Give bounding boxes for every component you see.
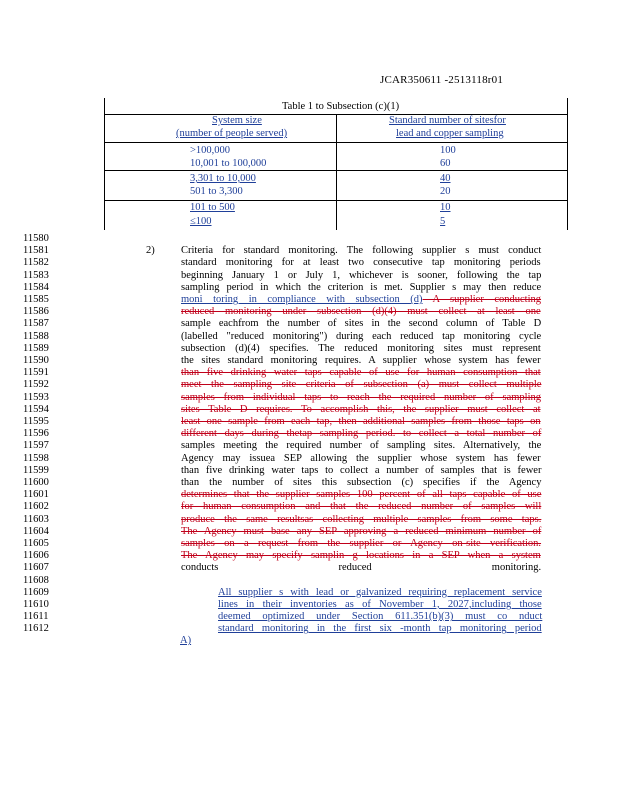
text-line: [181, 404, 541, 416]
text-line: [181, 550, 541, 562]
line-number: 11588: [23, 330, 49, 342]
line-number: 11594: [23, 403, 49, 415]
deleted-text: different days during thetap sampling period. to collect a total number of: [181, 428, 542, 440]
body-text: than five drinking water taps to collect a number of samples that is fewer: [181, 464, 542, 476]
line-number: 11612: [23, 623, 49, 635]
table-cell-size: 10,001 to 100,000: [190, 158, 267, 169]
deleted-text: samples from individual taps to reach the required number of sampling: [181, 391, 542, 403]
inserted-text: lines in their inventories as of November 1, 2027,including those: [218, 599, 542, 610]
text-line: [181, 282, 541, 294]
inserted-text: standard monitoring in the first six -month tap monitoring period: [218, 623, 542, 635]
deleted-text: for human consumption and that the reduced number of samples will: [181, 501, 542, 513]
deleted-text: produce the same resultsas collecting multiple samples from some taps.: [181, 513, 542, 525]
text-line: [218, 587, 542, 599]
table-cell-size: >100,000: [190, 145, 231, 156]
text-line: [218, 623, 542, 635]
table-border-left: [104, 98, 105, 230]
deleted-text: least one sample from each tap, then additional samples from those taps on: [181, 416, 541, 427]
line-number: 11605: [23, 538, 49, 549]
line-number: 11611: [23, 611, 49, 623]
deleted-text: meet the sampling site criteria of subsection (a) must collect multiple: [181, 379, 542, 391]
line-number: 11603: [23, 513, 49, 525]
text-line: [181, 379, 541, 391]
inserted-text: All supplier s with lead or galvanized requiring replacement service: [218, 586, 542, 598]
body-text: Agency may issuea SEP allowing the supplier whose system has fewer: [181, 452, 541, 464]
line-number: 11587: [23, 318, 49, 330]
line-number: 11582: [23, 257, 49, 269]
line-number: 11593: [23, 391, 49, 403]
line-number: 11609: [23, 586, 49, 598]
table-cell-size: 3,301 to 10,000: [190, 173, 256, 184]
deleted-text: samples on a request from the supplier or Agency on-site verification.: [181, 538, 542, 549]
line-number: 11608: [23, 574, 49, 586]
table-cell-sites: 10: [440, 202, 451, 213]
text-line: [181, 294, 541, 306]
col1-header-line2: (number of people served): [176, 128, 288, 139]
col2-header-line1: Standard number of sitesfor: [389, 115, 506, 126]
line-number: 11598: [23, 452, 49, 464]
line-number: 11580: [23, 233, 49, 244]
line-number: 11590: [23, 355, 49, 366]
text-line: [181, 318, 541, 330]
text-line: [181, 526, 541, 538]
inserted-text: moni toring in compliance with subsection (d): [181, 294, 423, 305]
text-line: [181, 245, 541, 257]
text-line: [181, 343, 541, 355]
text-line: [181, 306, 541, 318]
line-number: 11592: [23, 379, 49, 391]
text-line: [181, 440, 541, 452]
body-text: sampling period in which the criterion is met. Supplier s may then reduce: [181, 281, 542, 293]
line-number: 11602: [23, 501, 49, 513]
body-text: the sites standard monitoring requires. A supplier whose system has fewer: [181, 355, 541, 366]
document-id: JCAR350611 -2513118r01: [380, 74, 504, 86]
table-cell-sites: 20: [440, 186, 451, 197]
table-cell-sites: 100: [440, 145, 456, 156]
line-number: 11601: [23, 489, 49, 501]
text-line: [181, 416, 541, 428]
line-number: 11606: [23, 550, 49, 562]
body-text: Criteria for standard monitoring. The following supplier s must conduct: [181, 245, 542, 257]
body-text: (labelled "reduced monitoring") during each reduced tap monitoring cycle: [181, 330, 542, 342]
deleted-text: A supplier conducting: [422, 294, 542, 305]
deleted-text: The Agency must base any SEP approving a reduced minimum number of: [181, 525, 542, 537]
line-number: 11596: [23, 428, 49, 440]
inserted-text: deemed optimized under Section 611.351(b)(3) must co nduct: [218, 611, 543, 623]
table-rule: [104, 200, 568, 201]
table-rule: [104, 142, 568, 143]
line-number: 11589: [23, 342, 49, 354]
deleted-text: The Agency may specify samplin g locations in a SEP when a system: [181, 550, 541, 562]
text-line: [181, 392, 541, 404]
paragraph-2-marker: 2): [146, 245, 155, 256]
table-cell-sites: 40: [440, 173, 451, 184]
table-title: Table 1 to Subsection (c)(1): [282, 101, 400, 112]
line-number: 11585: [23, 294, 49, 305]
line-number: 11607: [23, 562, 49, 574]
line-number: 11591: [23, 367, 49, 379]
table-cell-size: ≤100: [190, 216, 212, 227]
text-line: [181, 367, 541, 379]
text-line: [181, 453, 541, 465]
col1-header-line1: System size: [212, 115, 262, 126]
line-number: 11604: [23, 525, 49, 537]
body-text: samples meeting the required number of sampling sites. Alternatively, the: [181, 440, 542, 452]
line-number: 11599: [23, 464, 49, 476]
body-text: sample eachfrom the number of sites in the second column of Table D: [181, 318, 542, 330]
body-text: standard monitoring for at least two consecutive tap monitoring periods: [181, 257, 541, 269]
text-line: [181, 355, 541, 367]
text-line: [181, 538, 541, 550]
line-number: 11581: [23, 245, 49, 257]
table-cell-sites: 5: [440, 216, 446, 227]
line-number: 11597: [23, 440, 49, 452]
text-line: [181, 465, 541, 477]
line-number: 11583: [23, 269, 49, 281]
body-text: conducts reduced monitoring.: [181, 562, 542, 574]
table-column-divider: [336, 114, 337, 230]
text-line: [181, 489, 541, 501]
deleted-text: sites Table D requires. To accomplish this, the supplier must collect at: [181, 403, 541, 415]
text-line: [181, 331, 541, 343]
table-cell-size: 101 to 500: [190, 202, 235, 213]
line-number: 11600: [23, 477, 49, 488]
table-cell-sites: 60: [440, 158, 451, 169]
line-number: 11586: [23, 306, 49, 318]
text-line: [181, 501, 541, 513]
sites-table: [104, 98, 568, 230]
table-border-right: [567, 98, 568, 230]
paragraph-a-marker: A): [180, 635, 192, 646]
text-line: [181, 270, 541, 282]
line-number: 11610: [23, 599, 49, 610]
text-line: [181, 428, 541, 440]
deleted-text: reduced monitoring under subsection (d)(4) must collect at least one: [181, 306, 541, 318]
line-number: 11584: [23, 281, 49, 293]
text-line: [181, 477, 541, 489]
deleted-text: than five drinking water taps capable of use for human consumption that: [181, 367, 541, 379]
table-rule: [104, 170, 568, 171]
text-line: [218, 599, 542, 611]
table-cell-size: 501 to 3,300: [190, 186, 243, 197]
text-line: [181, 257, 541, 269]
body-text: subsection (d)(4) specifies. The reduced monitoring sites must represent: [181, 342, 541, 354]
col2-header-line2: lead and copper sampling: [396, 128, 504, 139]
body-text: than the number of sites this subsection (c) specifies if the Agency: [181, 477, 542, 488]
text-line: [218, 611, 542, 623]
line-number: 11595: [23, 416, 49, 427]
deleted-text: determines that the supplier samples 100 percent of all taps capable of use: [181, 489, 542, 501]
text-line: [181, 514, 541, 526]
body-text: beginning January 1 or July 1, whichever is sooner, following the tap: [181, 269, 542, 281]
text-line: [181, 562, 541, 574]
